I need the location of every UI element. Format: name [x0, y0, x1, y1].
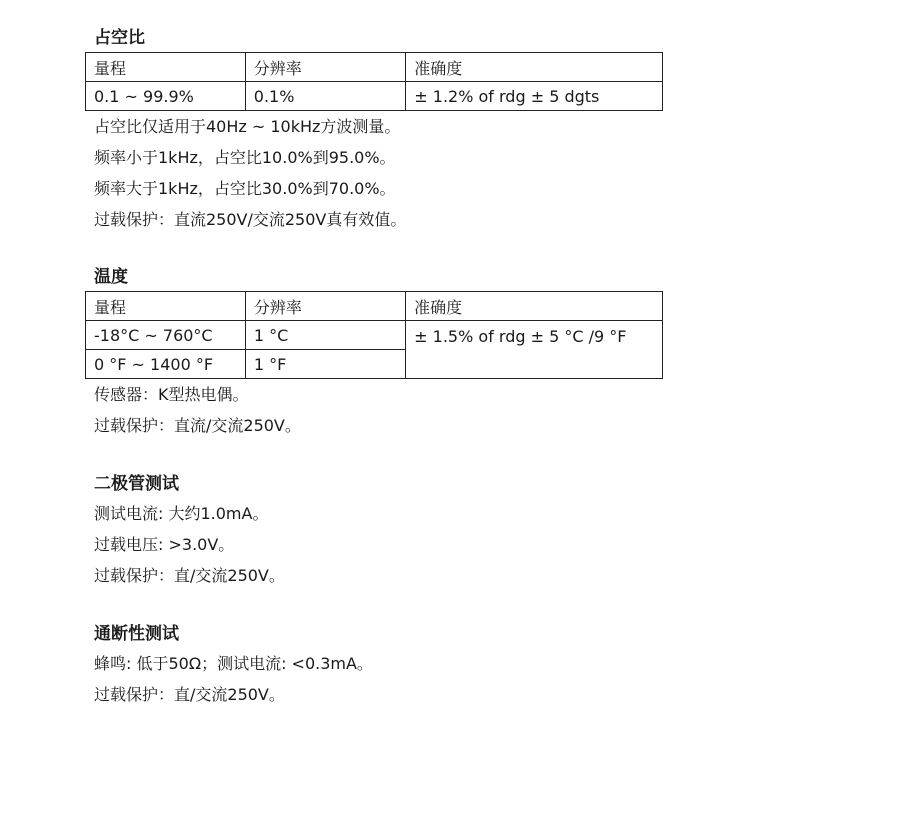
header-resolution: 分辨率: [245, 292, 405, 321]
header-range: 量程: [86, 292, 246, 321]
note-line: 过载保护：直流/交流250V。: [94, 416, 301, 435]
cell-accuracy: ± 1.5% of rdg ± 5 °C /9 °F: [406, 321, 663, 379]
header-resolution: 分辨率: [245, 53, 406, 82]
cell-range: 0 °F ~ 1400 °F: [86, 350, 246, 379]
note-line: 频率小于1kHz，占空比10.0%到95.0%。: [94, 148, 396, 167]
temperature-table: [85, 291, 663, 379]
duty-cycle-table: [85, 52, 663, 111]
note-line: 过载保护：直流250V/交流250V真有效值。: [94, 210, 407, 229]
table-row: [86, 82, 663, 111]
section-gap: [85, 235, 845, 265]
note-line: 频率大于1kHz，占空比30.0%到70.0%。: [94, 179, 396, 198]
cell-resolution: 1 °F: [245, 350, 405, 379]
section-gap: [85, 591, 845, 622]
note-line: 过载保护：直/交流250V。: [94, 685, 285, 704]
header-accuracy: 准确度: [406, 292, 663, 321]
note-line: 占空比仅适用于40Hz ~ 10kHz方波测量。: [94, 117, 401, 136]
cell-resolution: 0.1%: [245, 82, 406, 111]
section-gap: [85, 441, 845, 472]
table-header-row: [86, 53, 663, 82]
duty-cycle-title: 占空比: [94, 28, 145, 48]
cell-range: 0.1 ~ 99.9%: [86, 82, 246, 111]
temperature-title: 温度: [94, 267, 128, 287]
table-header-row: [86, 292, 663, 321]
note-line: 过载保护：直/交流250V。: [94, 566, 285, 585]
note-line: 蜂鸣: 低于50Ω；测试电流: <0.3mA。: [94, 654, 373, 673]
header-range: 量程: [86, 53, 246, 82]
spec-page: [85, 26, 845, 710]
header-accuracy: 准确度: [406, 53, 663, 82]
cell-accuracy: ± 1.2% of rdg ± 5 dgts: [406, 82, 663, 111]
cell-range: -18°C ~ 760°C: [86, 321, 246, 350]
note-line: 测试电流: 大约1.0mA。: [94, 504, 269, 523]
cell-resolution: 1 °C: [245, 321, 405, 350]
continuity-test-title: 通断性测试: [94, 624, 179, 644]
note-line: 传感器：K型热电偶。: [94, 385, 249, 404]
table-row: [86, 321, 663, 350]
diode-test-title: 二极管测试: [94, 474, 179, 494]
note-line: 过载电压: >3.0V。: [94, 535, 235, 554]
